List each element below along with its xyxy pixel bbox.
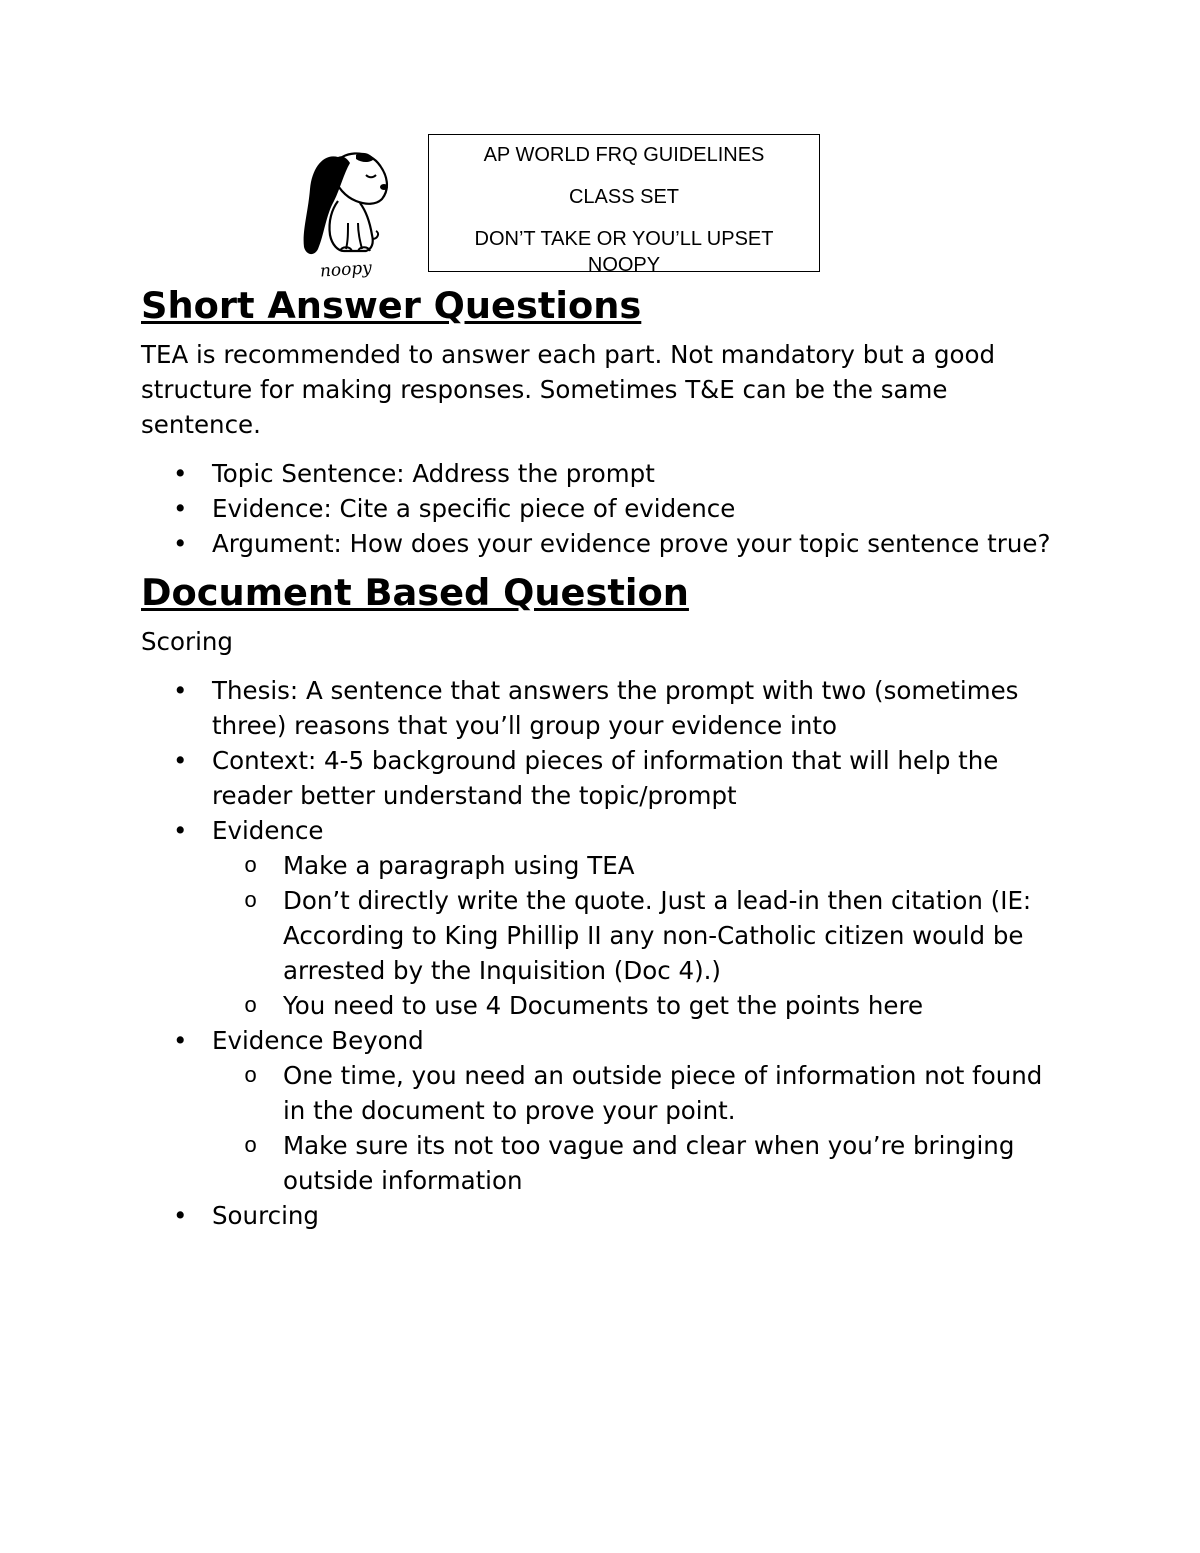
document-body <box>141 284 1061 1233</box>
hollow-bullet-icon: o <box>244 1134 258 1159</box>
list-item-text: Topic Sentence: Address the prompt <box>212 459 655 488</box>
sub-list-item <box>212 988 1053 1023</box>
bullet-icon: • <box>173 529 188 558</box>
short-answer-intro: TEA is recommended to answer each part. Not mandatory but a good structure for making responses. Sometimes T&E can be the same sentence. <box>141 340 996 439</box>
bullet-icon: • <box>173 494 188 523</box>
list-item-text: Thesis: A sentence that answers the prompt with two (sometimes three) reasons that you’ll group your evidence into <box>212 676 1019 740</box>
sub-list-item-text: Make a paragraph using TEA <box>283 851 635 880</box>
list-item <box>141 1198 1052 1233</box>
sub-list-item <box>212 1058 1053 1128</box>
hollow-bullet-icon: o <box>244 994 258 1019</box>
list-item-text: Evidence Beyond <box>212 1026 424 1055</box>
dbq-scoring-list <box>141 673 1061 1233</box>
list-item-text: Evidence: Cite a specific piece of evidence <box>212 494 736 523</box>
bullet-icon: • <box>173 676 188 705</box>
hollow-bullet-icon: o <box>244 854 258 879</box>
bullet-icon: • <box>173 816 188 845</box>
hollow-bullet-icon: o <box>244 889 258 914</box>
short-answer-list <box>141 456 1061 561</box>
list-item-text: Sourcing <box>212 1201 319 1230</box>
list-item-text: Context: 4-5 background pieces of information that will help the reader better understand the topic/prompt <box>212 746 999 810</box>
sub-list-item <box>212 848 1053 883</box>
evidence-sublist <box>212 848 1052 1023</box>
header-title: AP WORLD FRQ GUIDELINES <box>483 144 765 166</box>
sub-list-item-text: One time, you need an outside piece of information not found in the document to prove your point. <box>283 1061 1043 1125</box>
section-heading-short-answer: Short Answer Questions <box>141 284 642 327</box>
sub-list-item-text: You need to use 4 Documents to get the points here <box>283 991 924 1020</box>
list-item-text: Evidence <box>212 816 324 845</box>
list-item <box>141 673 1052 743</box>
guidelines-header-box <box>428 134 820 272</box>
header-class-set: CLASS SET <box>568 186 680 208</box>
list-item <box>141 813 1052 1023</box>
bullet-icon: • <box>173 746 188 775</box>
list-item <box>141 1023 1052 1198</box>
evidence-beyond-sublist <box>212 1058 1052 1198</box>
dbq-scoring-label: Scoring <box>141 627 233 656</box>
list-item <box>141 526 1052 561</box>
sub-list-item-text: Don’t directly write the quote. Just a lead-in then citation (IE: According to King Phillip II any non-Catholic citizen would be arrested by the Inquisition (Doc 4).) <box>283 886 1032 985</box>
header-warning: DON’T TAKE OR YOU’LL UPSET <box>474 228 774 250</box>
list-item <box>141 456 1052 491</box>
sub-list-item-text: Make sure its not too vague and clear when you’re bringing outside information <box>283 1131 1015 1195</box>
bullet-icon: • <box>173 1026 188 1055</box>
hollow-bullet-icon: o <box>244 1064 258 1089</box>
header-warning-name: NOOPY <box>587 254 661 272</box>
sad-puppy-icon <box>294 143 398 285</box>
sub-list-item <box>212 1128 1053 1198</box>
list-item-text: Argument: How does your evidence prove your topic sentence true? <box>212 529 1051 558</box>
list-item <box>141 743 1052 813</box>
section-heading-dbq: Document Based Question <box>141 571 689 614</box>
bullet-icon: • <box>173 1201 188 1230</box>
sub-list-item <box>212 883 1053 988</box>
bullet-icon: • <box>173 459 188 488</box>
svg-text:noopy: noopy <box>319 258 373 282</box>
list-item <box>141 491 1052 526</box>
